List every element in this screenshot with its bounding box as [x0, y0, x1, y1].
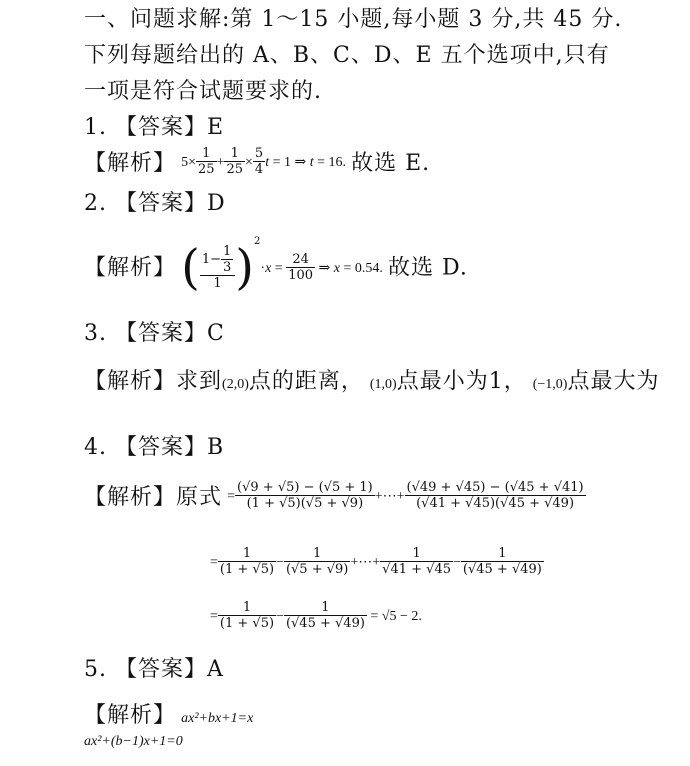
q2-formula: ( 1− $\frac{1}{3}$ 1 )$^2$·x = $\frac{24}{100}$ ⇒ x = 0.54.: [181, 236, 383, 296]
q2-analysis: [84, 236, 468, 306]
q3-point-3: (−1,0): [532, 377, 568, 392]
q3-text-c: 点最小为1，: [396, 369, 527, 394]
q4-analysis-label: 【解析】: [84, 485, 177, 510]
q1-formula: 5× $\frac{1}{25}$ + $\frac{1}{25}$ × $\frac{5}{4}$ t = 1 ⇒ t = 16.: [181, 146, 347, 177]
q3-point-2: (1,0): [369, 377, 397, 392]
q3-text-a: 求到: [176, 369, 223, 394]
q5-heading: 5. 【答案】A: [84, 657, 224, 682]
q3-text-b: 点的距离，: [248, 369, 364, 394]
q4-line-1: = $\frac{(√9 + √5) - (√5 + 1)}{(1 + √5)(√5 + √9)}$ +⋯+ $\frac{(√49 + √45) - (√45 + √41)}{(√41 + √45)(√45 + √49)}$: [227, 480, 584, 511]
q4-heading: 4. 【答案】B: [84, 435, 225, 460]
q1-tail: 故选 E.: [351, 151, 431, 176]
q3-text-d: 点最大为: [567, 369, 660, 394]
q2-analysis-label: 【解析】: [84, 255, 177, 281]
q5-eq-1: ax²+bx+1=x: [181, 711, 254, 726]
q4-prefix: 原式: [176, 485, 223, 510]
q3-point-1: (2,0): [222, 377, 249, 392]
q5-eq-2: ax²+(b−1)x+1=0: [84, 734, 183, 749]
q3-heading: 3. 【答案】C: [84, 321, 225, 346]
q1-analysis-label: 【解析】: [84, 151, 177, 176]
section-intro: 一、问题求解:第 1～15 小题,每小题 3 分,共 45 分.下列每题给出的 A、B、C、D、E 五个选项中,只有一项是符合试题要求的.: [84, 7, 623, 104]
q1-heading: 1. 【答案】E: [84, 115, 225, 140]
q4-line-2: = $\frac{1}{(1 + √5)}$ − $\frac{1}{(√5 + √9)}$ +⋯+ $\frac{1}{√41 + √45}$ − $\frac{1}{(√45 + √49)}$: [210, 546, 542, 577]
q2-heading: 2. 【答案】D: [84, 191, 226, 216]
q5-analysis-label: 【解析】: [84, 703, 177, 728]
q5-analysis: [84, 698, 253, 729]
q3-analysis-label: 【解析】: [84, 369, 177, 394]
q4-analysis: [84, 480, 586, 530]
q4-line-3: = $\frac{1}{(1 + √5)}$ − $\frac{1}{(√45 + √49)}$ = √5 − 2.: [210, 600, 422, 631]
q2-tail: 故选 D.: [387, 255, 468, 281]
q3-analysis: [84, 364, 659, 395]
q1-analysis: [84, 146, 430, 186]
